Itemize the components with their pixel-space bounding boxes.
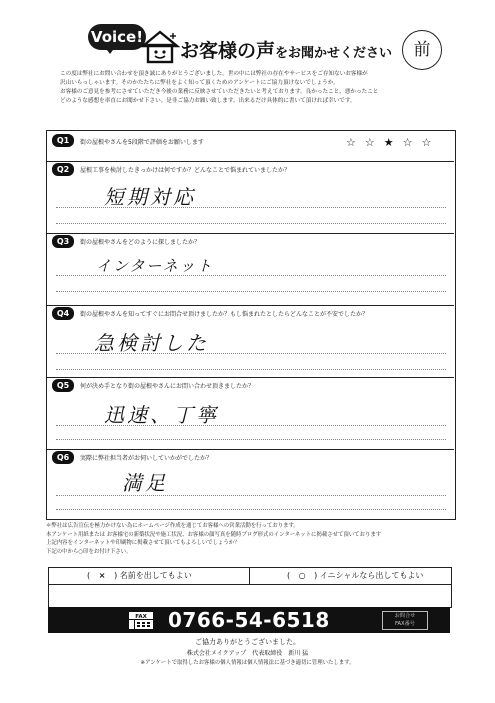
answer-line xyxy=(56,353,446,354)
answer-line xyxy=(56,207,446,208)
question-q3 xyxy=(46,233,454,299)
publication-notes xyxy=(46,522,466,556)
answer-line xyxy=(56,369,446,370)
answer-text[interactable]: 迅速、丁寧 xyxy=(104,403,219,427)
star-icon[interactable]: ☆ xyxy=(421,136,441,149)
question-badge: Q3 xyxy=(52,235,74,248)
star-icon[interactable]: ☆ xyxy=(364,136,384,149)
intro-line: どのような感想を率直にお聞かせ下さい。是非ご協力お願い致します。出来るだけ具体的に書いて頂ければ幸いです。 xyxy=(60,98,356,104)
option-divider xyxy=(249,568,250,584)
fax-number: 0766-54-6518 xyxy=(168,608,330,632)
question-q5 xyxy=(46,377,454,445)
voice-badge-tail xyxy=(104,46,116,54)
answer-line xyxy=(56,291,446,292)
question-badge: Q1 xyxy=(52,134,74,147)
intro-line: 沢山いらっしゃいます。そのかたたちに弊社をよく知って頂くためのアンケートにご協力頂けないでしょうか。 xyxy=(60,80,339,86)
voice-badge: Voice! xyxy=(88,24,146,50)
name-write-area[interactable] xyxy=(48,583,452,608)
title-main: お客様の声 xyxy=(180,40,276,62)
question-text: 実際に弊社担当者がお伺いしていかがでしたか？ xyxy=(80,455,213,462)
question-text: 何が決め手となり街の屋根やさんにお問い合わせ頂きましたか？ xyxy=(80,383,255,390)
question-badge: Q5 xyxy=(52,379,74,392)
intro-line: この度は弊社にお問い合わせを頂き誠にありがとうございました。世の中には弊社の存在やサービスをご存知ないお客様が xyxy=(60,71,368,77)
answer-text[interactable]: インターネット xyxy=(96,257,214,275)
note-line: ＊弊社は広告宣伝を極力かけない為にホームページ作成を通じてお客様への営業活動を行っております。 xyxy=(46,523,299,529)
answer-line xyxy=(56,495,446,496)
answer-line xyxy=(56,425,446,426)
thanks-message: ご協力ありがとうございました。 xyxy=(195,638,300,646)
option-label: イニシャルなら出してもよい xyxy=(319,571,424,580)
question-badge: Q4 xyxy=(52,307,74,320)
intro-text xyxy=(60,70,450,106)
note-line: 本アンケート用紙または お客様宅の新築状況や施工状況、お客様の顔写真を随時ブログ形式のインターネットに掲載させて頂いております xyxy=(46,531,382,538)
company-name: 株式会社メイクアップ 代表取締役 新川 猛 xyxy=(186,650,309,657)
option-mark[interactable]: ○ xyxy=(298,571,306,580)
answer-line xyxy=(56,439,446,440)
answer-text[interactable]: 満足 xyxy=(122,471,168,495)
option-initials[interactable]: ( ○ ) イニシャルなら出してもよい xyxy=(287,571,424,580)
question-text: 街の屋根やさんをどのように探しましたか？ xyxy=(80,239,201,246)
answer-line xyxy=(56,275,446,276)
option-full-name[interactable]: ( × ) 名前を出してもよい xyxy=(87,571,192,580)
answer-text[interactable]: 急検討した xyxy=(94,331,209,355)
question-text: 屋根工事を検討したきっかけは何ですか？どんなことで悩まれていましたか？ xyxy=(80,167,291,174)
title-particle: を xyxy=(275,46,289,61)
title-main-2: お聞かせください xyxy=(288,46,393,61)
fax-bar xyxy=(48,607,450,633)
star-icon[interactable]: ☆ xyxy=(402,136,422,149)
question-text: 街の屋根やさんを知ってすぐにお問合せ頂けましたか？もし悩まれたとしたらどんなことが不安でしたか？ xyxy=(80,311,369,318)
question-text: 街の屋根やさんを5段階で評価をお願いします xyxy=(80,139,204,146)
option-mark[interactable]: × xyxy=(98,571,106,580)
answer-line xyxy=(56,223,446,224)
handwritten-stamp: 前 xyxy=(402,30,442,70)
fax-machine-icon xyxy=(128,610,154,630)
answer-line xyxy=(56,509,446,510)
intro-line: お客様のご意見を参考にさせていただき今後の業務に反映させていただきたいと考えております。良かったこと、悪かったこと xyxy=(60,89,379,95)
question-q1 xyxy=(46,131,454,153)
fax-badge-line: お問合せ xyxy=(394,613,416,619)
house-icon xyxy=(140,30,180,64)
star-rating[interactable] xyxy=(346,136,440,149)
note-line: 下記の中から○印をお付け下さい。 xyxy=(46,548,132,555)
answer-text[interactable]: 短期対応 xyxy=(104,185,196,209)
fax-badge-line: FAX番号 xyxy=(395,621,415,627)
privacy-note: ※アンケートで取得したお客様の個人情報は個人情報法に基づき適切に管理いたします。 xyxy=(140,660,355,666)
star-icon-selected[interactable]: ★ xyxy=(383,136,403,149)
question-q4 xyxy=(46,305,454,375)
option-label: 名前を出してもよい xyxy=(119,571,192,580)
fax-badge xyxy=(382,611,428,630)
star-icon[interactable]: ☆ xyxy=(346,136,365,149)
question-badge: Q6 xyxy=(52,451,74,464)
note-line: 上記内容をインターネットや印刷物に掲載させて頂いてもよろしいでしょうか？ xyxy=(46,540,240,547)
fax-icon-label: FAX xyxy=(135,614,147,620)
question-badge: Q2 xyxy=(52,163,74,176)
question-q6 xyxy=(46,449,454,517)
page-title xyxy=(180,36,392,63)
question-q2 xyxy=(46,161,454,231)
